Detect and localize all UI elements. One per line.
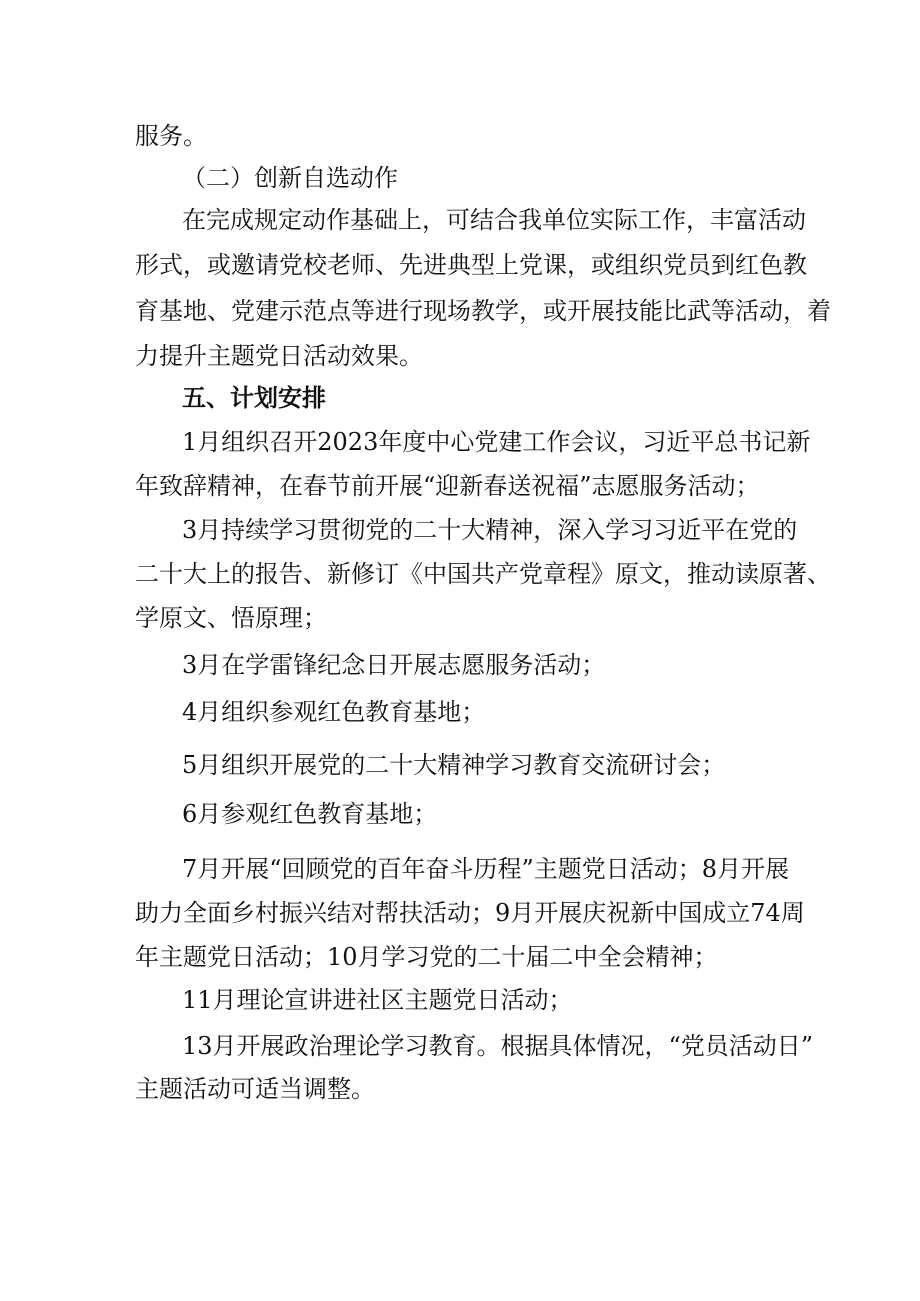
- paragraph-line: 学原文、悟原理；: [135, 604, 327, 632]
- paragraph-line: 力提升主题党日活动效果。: [135, 342, 423, 370]
- paragraph-line: 二十大上的报告、新修订《中国共产党章程》原文，推动读原著、: [135, 560, 831, 588]
- paragraph-line: 年主题党日活动；10月学习党的二十届二中全会精神；: [135, 943, 718, 971]
- paragraph-line: 4月组织参观红色教育基地；: [182, 698, 486, 726]
- paragraph-line: 年致辞精神，在春节前开展“迎新春送祝福”志愿服务活动；: [135, 472, 760, 500]
- text-line: 服务。: [135, 122, 207, 150]
- paragraph-line: 6月参观红色教育基地；: [182, 800, 438, 828]
- subheading: （二）创新自选动作: [182, 164, 398, 192]
- paragraph-line: 助力全面乡村振兴结对帮扶活动；9月开展庆祝新中国成立74周: [135, 899, 805, 927]
- paragraph-line: 在完成规定动作基础上，可结合我单位实际工作，丰富活动: [182, 206, 806, 234]
- paragraph-line: 5月组织开展党的二十大精神学习教育交流研讨会；: [182, 751, 726, 779]
- paragraph-line: 育基地、党建示范点等进行现场教学，或开展技能比武等活动，着: [135, 297, 831, 325]
- paragraph-line: 形式，或邀请党校老师、先进典型上党课，或组织党员到红色教: [135, 251, 807, 279]
- paragraph-line: 主题活动可适当调整。: [135, 1075, 375, 1103]
- paragraph-line: 1月组织召开2023年度中心党建工作会议，习近平总书记新: [182, 428, 811, 456]
- paragraph-line: 11月理论宣讲进社区主题党日活动；: [182, 986, 573, 1014]
- paragraph-line: 3月持续学习贯彻党的二十大精神，深入学习习近平在党的: [182, 516, 798, 544]
- paragraph-line: 13月开展政治理论学习教育。根据具体情况，“党员活动日”: [182, 1032, 814, 1060]
- section-heading: 五、计划安排: [182, 384, 326, 412]
- paragraph-line: 7月开展“回顾党的百年奋斗历程”主题党日活动；8月开展: [182, 855, 790, 883]
- paragraph-line: 3月在学雷锋纪念日开展志愿服务活动；: [182, 651, 606, 679]
